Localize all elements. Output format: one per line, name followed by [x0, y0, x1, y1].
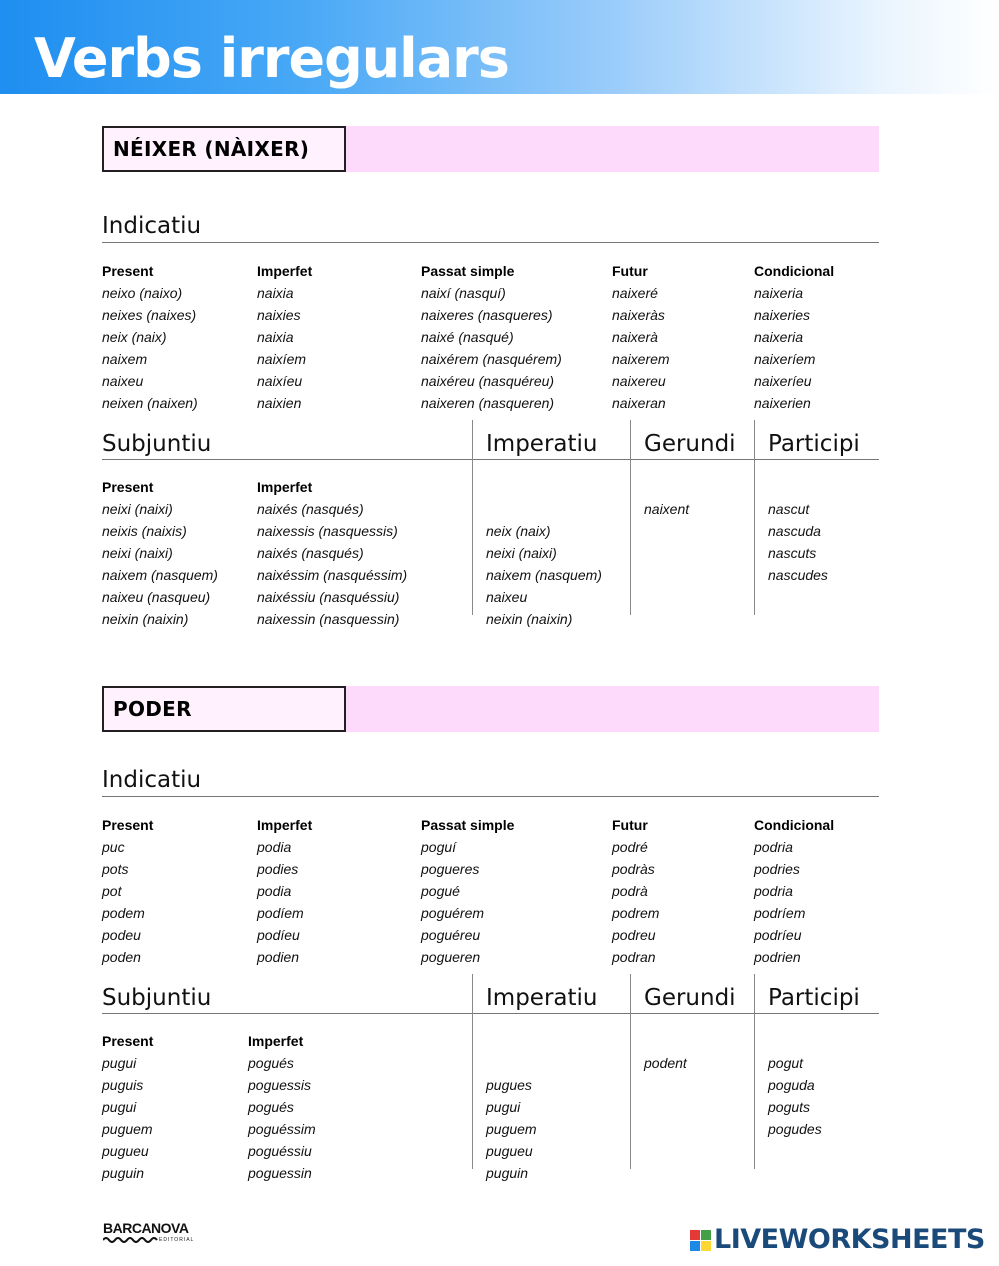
column-divider	[630, 974, 631, 1169]
verb-form: pugui	[486, 1099, 521, 1115]
verb-form: naixem (nasquem)	[102, 567, 218, 583]
verb-form: neixi (naixi)	[102, 501, 173, 517]
verb-form: nascudes	[768, 567, 828, 583]
tense-header: Passat simple	[421, 263, 515, 279]
tense-header: Futur	[612, 263, 648, 279]
conjugation-column	[102, 836, 145, 968]
verb-form: podreu	[612, 927, 656, 943]
verb-form: naixerà	[612, 329, 658, 345]
verb-form: naixí (nasquí)	[421, 285, 506, 301]
mood-heading-gerundi: Gerundi	[644, 431, 736, 457]
verb-title-box	[102, 686, 346, 732]
verb-form: podríeu	[754, 927, 802, 943]
verb-form: pugueu	[102, 1143, 149, 1159]
conjugation-column	[257, 836, 304, 968]
verb-form: neix (naix)	[486, 523, 551, 539]
verb-form: naixerien	[754, 395, 811, 411]
verb-form: naixés (nasqués)	[257, 545, 364, 561]
verb-form: puguin	[486, 1165, 529, 1181]
verb-form: naixeria	[754, 329, 804, 345]
verb-form: naixeren (nasqueren)	[421, 395, 555, 411]
verb-form	[486, 498, 602, 520]
verb-form: podien	[257, 949, 300, 965]
verb-form: naixeràs	[612, 307, 665, 323]
mood-heading-imperatiu: Imperatiu	[486, 985, 598, 1011]
verb-form: naixéssiu (nasquéssiu)	[257, 589, 400, 605]
verb-form: podries	[754, 861, 800, 877]
conjugation-column	[421, 836, 484, 968]
participi-column	[768, 498, 828, 586]
liveworksheets-text: LIVEWORKSHEETS	[714, 1224, 985, 1255]
verb-form: naixeries	[754, 307, 811, 323]
verb-form: naixien	[257, 395, 302, 411]
verb-form: podent	[644, 1055, 687, 1071]
verb-section	[0, 686, 999, 1246]
indicatiu-rule	[102, 242, 879, 243]
verb-form: pugues	[486, 1077, 532, 1093]
verb-form: poden	[102, 949, 141, 965]
verb-form: naixé (nasqué)	[421, 329, 514, 345]
verb-form: pot	[102, 883, 122, 899]
verb-form: podré	[612, 839, 648, 855]
tense-header: Futur	[612, 817, 648, 833]
verb-form: neixin (naixin)	[486, 611, 573, 627]
verb-form: naixéssim (nasquéssim)	[257, 567, 408, 583]
column-divider	[630, 420, 631, 615]
verb-form: poguessis	[248, 1077, 312, 1093]
verb-form: puguem	[486, 1121, 537, 1137]
page-title: Verbs irregulars	[34, 27, 509, 90]
imperatiu-column	[486, 1052, 537, 1184]
verb-form: poguda	[768, 1077, 815, 1093]
conjugation-column	[754, 836, 805, 968]
verb-form: puc	[102, 839, 125, 855]
mood-heading-indicatiu: Indicatiu	[102, 213, 202, 239]
verb-form: poguérem	[421, 905, 485, 921]
verb-form: podem	[102, 905, 145, 921]
tense-header: Present	[102, 817, 154, 833]
verb-form: naixeria	[754, 285, 804, 301]
verb-form: nascuts	[768, 545, 817, 561]
tense-header: Present	[102, 263, 154, 279]
conjugation-column	[257, 282, 306, 414]
verb-form: naixent	[644, 501, 690, 517]
conjugation-column	[421, 282, 562, 414]
verb-title-box	[102, 126, 346, 172]
verb-form: podria	[754, 883, 793, 899]
verb-form: pugui	[102, 1099, 137, 1115]
participi-column	[768, 1052, 822, 1140]
verb-form: naixeu (nasqueu)	[102, 589, 211, 605]
verb-form: naixia	[257, 329, 294, 345]
conjugation-column	[754, 282, 815, 414]
mood-heading-imperatiu: Imperatiu	[486, 431, 598, 457]
verb-form: pogué	[421, 883, 460, 899]
verb-form: naixíem	[257, 351, 307, 367]
verb-form: naixeres (nasqueres)	[421, 307, 553, 323]
verb-form: neixin (naixin)	[102, 611, 189, 627]
verb-form: podria	[754, 839, 793, 855]
mood-heading-indicatiu: Indicatiu	[102, 767, 202, 793]
verb-form: nascut	[768, 501, 810, 517]
verb-form: podran	[612, 949, 656, 965]
verb-form: pogueres	[421, 861, 480, 877]
publisher-logo	[103, 1220, 203, 1246]
verb-title: PODER	[113, 697, 192, 721]
verb-form: poguessin	[248, 1165, 312, 1181]
verb-form: naixeu	[486, 589, 528, 605]
gerundi-column	[644, 1052, 687, 1074]
verb-form: poguí	[421, 839, 457, 855]
verb-form: poguts	[768, 1099, 811, 1115]
verb-form: naixeré	[612, 285, 658, 301]
conjugation-column	[612, 836, 659, 968]
verb-form: naixeríem	[754, 351, 816, 367]
verb-form: naixessis (nasquessis)	[257, 523, 398, 539]
verb-form: naixia	[257, 285, 294, 301]
verb-form: naixereu	[612, 373, 666, 389]
conjugation-column	[102, 1052, 153, 1184]
tense-header: Passat simple	[421, 817, 515, 833]
verb-form: naixem (nasquem)	[486, 567, 602, 583]
publisher-name: BARCANOVA	[103, 1220, 189, 1236]
verb-form: podràs	[612, 861, 655, 877]
verb-form: pogueren	[421, 949, 481, 965]
conjugation-column	[102, 498, 218, 630]
conjugation-column	[257, 498, 407, 630]
mood-heading-participi: Participi	[768, 985, 860, 1011]
verb-form: naixeran	[612, 395, 666, 411]
tense-header: Condicional	[754, 263, 835, 279]
verb-form: naixérem (nasquérem)	[421, 351, 562, 367]
verb-form: podia	[257, 883, 292, 899]
verb-form: pugueu	[486, 1143, 533, 1159]
verb-form: puguem	[102, 1121, 153, 1137]
verb-form: neixis (naixis)	[102, 523, 187, 539]
lower-moods-rule	[102, 1013, 879, 1014]
tense-header: Condicional	[754, 817, 835, 833]
conjugation-column	[102, 282, 198, 414]
conjugation-column	[612, 282, 670, 414]
verb-form: podies	[257, 861, 299, 877]
column-divider	[472, 420, 473, 615]
column-divider	[754, 420, 755, 615]
verb-form: poguéssiu	[248, 1143, 312, 1159]
verb-form: podeu	[102, 927, 141, 943]
tense-header: Imperfet	[248, 1033, 304, 1049]
verb-form: pots	[102, 861, 129, 877]
verb-form: podíeu	[257, 927, 300, 943]
verb-form: naixies	[257, 307, 301, 323]
tense-header: Imperfet	[257, 263, 313, 279]
verb-form: puguin	[102, 1165, 145, 1181]
verb-form: pugui	[102, 1055, 137, 1071]
mood-heading-subjuntiu: Subjuntiu	[102, 985, 212, 1011]
verb-form: neixi (naixi)	[102, 545, 173, 561]
verb-form: poguéssim	[248, 1121, 316, 1137]
verb-form: podíem	[257, 905, 304, 921]
tense-header: Present	[102, 479, 154, 495]
publisher-subtitle: EDITORIAL	[159, 1237, 195, 1243]
verb-form: podríem	[754, 905, 806, 921]
verb-form: neixen (naixen)	[102, 395, 198, 411]
verb-form	[486, 1052, 537, 1074]
indicatiu-rule	[102, 796, 879, 797]
verb-form: pogut	[768, 1055, 804, 1071]
mood-heading-participi: Participi	[768, 431, 860, 457]
mood-heading-gerundi: Gerundi	[644, 985, 736, 1011]
tense-header: Present	[102, 1033, 154, 1049]
verb-form: nascuda	[768, 523, 821, 539]
imperatiu-column	[486, 498, 602, 630]
verb-form: naixés (nasqués)	[257, 501, 364, 517]
verb-form: naixerem	[612, 351, 670, 367]
verb-form: naixeu	[102, 373, 144, 389]
verb-form: puguis	[102, 1077, 144, 1093]
liveworksheets-logo-icon	[690, 1230, 712, 1252]
conjugation-column	[248, 1052, 316, 1184]
verb-form: podia	[257, 839, 292, 855]
verb-form: naixessin (nasquessin)	[257, 611, 400, 627]
verb-form: podrien	[754, 949, 801, 965]
tense-header: Imperfet	[257, 479, 313, 495]
verb-form: neix (naix)	[102, 329, 167, 345]
gerundi-column	[644, 498, 689, 520]
lower-moods-rule	[102, 459, 879, 460]
verb-form: naixem	[102, 351, 148, 367]
column-divider	[472, 974, 473, 1169]
verb-form: podrà	[612, 883, 648, 899]
verb-form: pogués	[248, 1099, 294, 1115]
verb-title: NÉIXER (NÀIXER)	[113, 137, 310, 161]
liveworksheets-watermark	[690, 1222, 990, 1258]
verb-form: neixes (naixes)	[102, 307, 197, 323]
verb-form: podrem	[612, 905, 660, 921]
verb-form: neixo (naixo)	[102, 285, 183, 301]
verb-form: naixíeu	[257, 373, 303, 389]
column-divider	[754, 974, 755, 1169]
verb-section	[0, 126, 999, 686]
title-banner	[0, 0, 999, 94]
verb-form: naixeríeu	[754, 373, 812, 389]
mood-heading-subjuntiu: Subjuntiu	[102, 431, 212, 457]
verb-form: naixéreu (nasquéreu)	[421, 373, 555, 389]
verb-form: pogués	[248, 1055, 294, 1071]
tense-header: Imperfet	[257, 817, 313, 833]
verb-form: pogudes	[768, 1121, 822, 1137]
verb-form: poguéreu	[421, 927, 481, 943]
verb-form: neixi (naixi)	[486, 545, 557, 561]
